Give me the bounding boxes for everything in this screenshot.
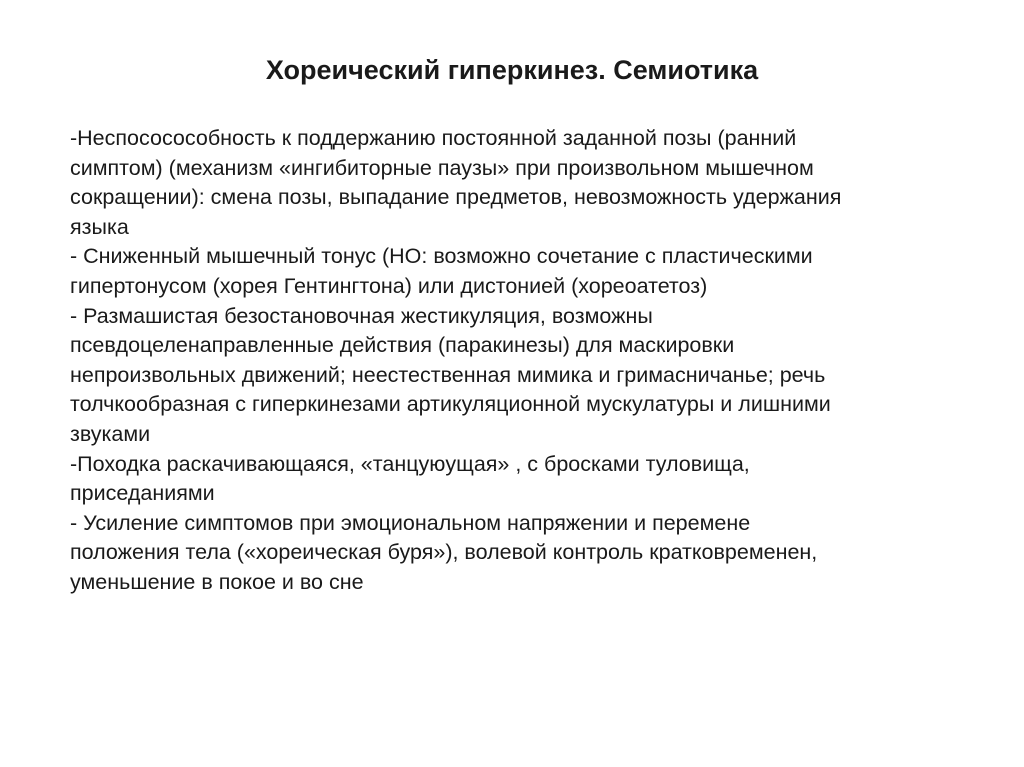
body-line: звуками xyxy=(70,421,151,446)
body-line: уменьшение в покое и во сне xyxy=(70,569,364,594)
body-line: псевдоцеленаправленные действия (паракинезы) для маскировки xyxy=(70,333,735,358)
body-line: - Усиление симптомов при эмоциональном напряжении и перемене xyxy=(70,510,751,535)
body-line: приседаниями xyxy=(70,481,215,506)
body-line: толчкообразная с гиперкинезами артикуляционной мускулатуры и лишними xyxy=(70,392,831,417)
body-line: сокращении): смена позы, выпадание предметов, невозможность удержания xyxy=(70,185,842,210)
body-line: симптом) (механизм «ингибиторные паузы» при произвольном мышечном xyxy=(70,155,814,180)
body-line: гипертонусом (хорея Гентингтона) или дистонией (хореоатетоз) xyxy=(70,273,708,298)
body-line: -Походка раскачивающаяся, «танцуюущая» , с бросками туловища, xyxy=(70,451,750,476)
body-line: непроизвольных движений; неестественная мимика и гримасничанье; речь xyxy=(70,362,826,387)
body-line: положения тела («хореическая буря»), волевой контроль кратковременен, xyxy=(70,540,818,565)
slide-body xyxy=(70,124,950,598)
body-line: -Неспососособность к поддержанию постоянной заданной позы (ранний xyxy=(70,126,797,150)
body-line: - Сниженный мышечный тонус (НО: возможно сочетание с пластическими xyxy=(70,244,813,269)
body-line: - Размашистая безостановочная жестикуляция, возможны xyxy=(70,303,653,328)
body-line: языка xyxy=(70,214,129,239)
slide-title: Хореический гиперкинез. Семиотика xyxy=(265,55,759,85)
